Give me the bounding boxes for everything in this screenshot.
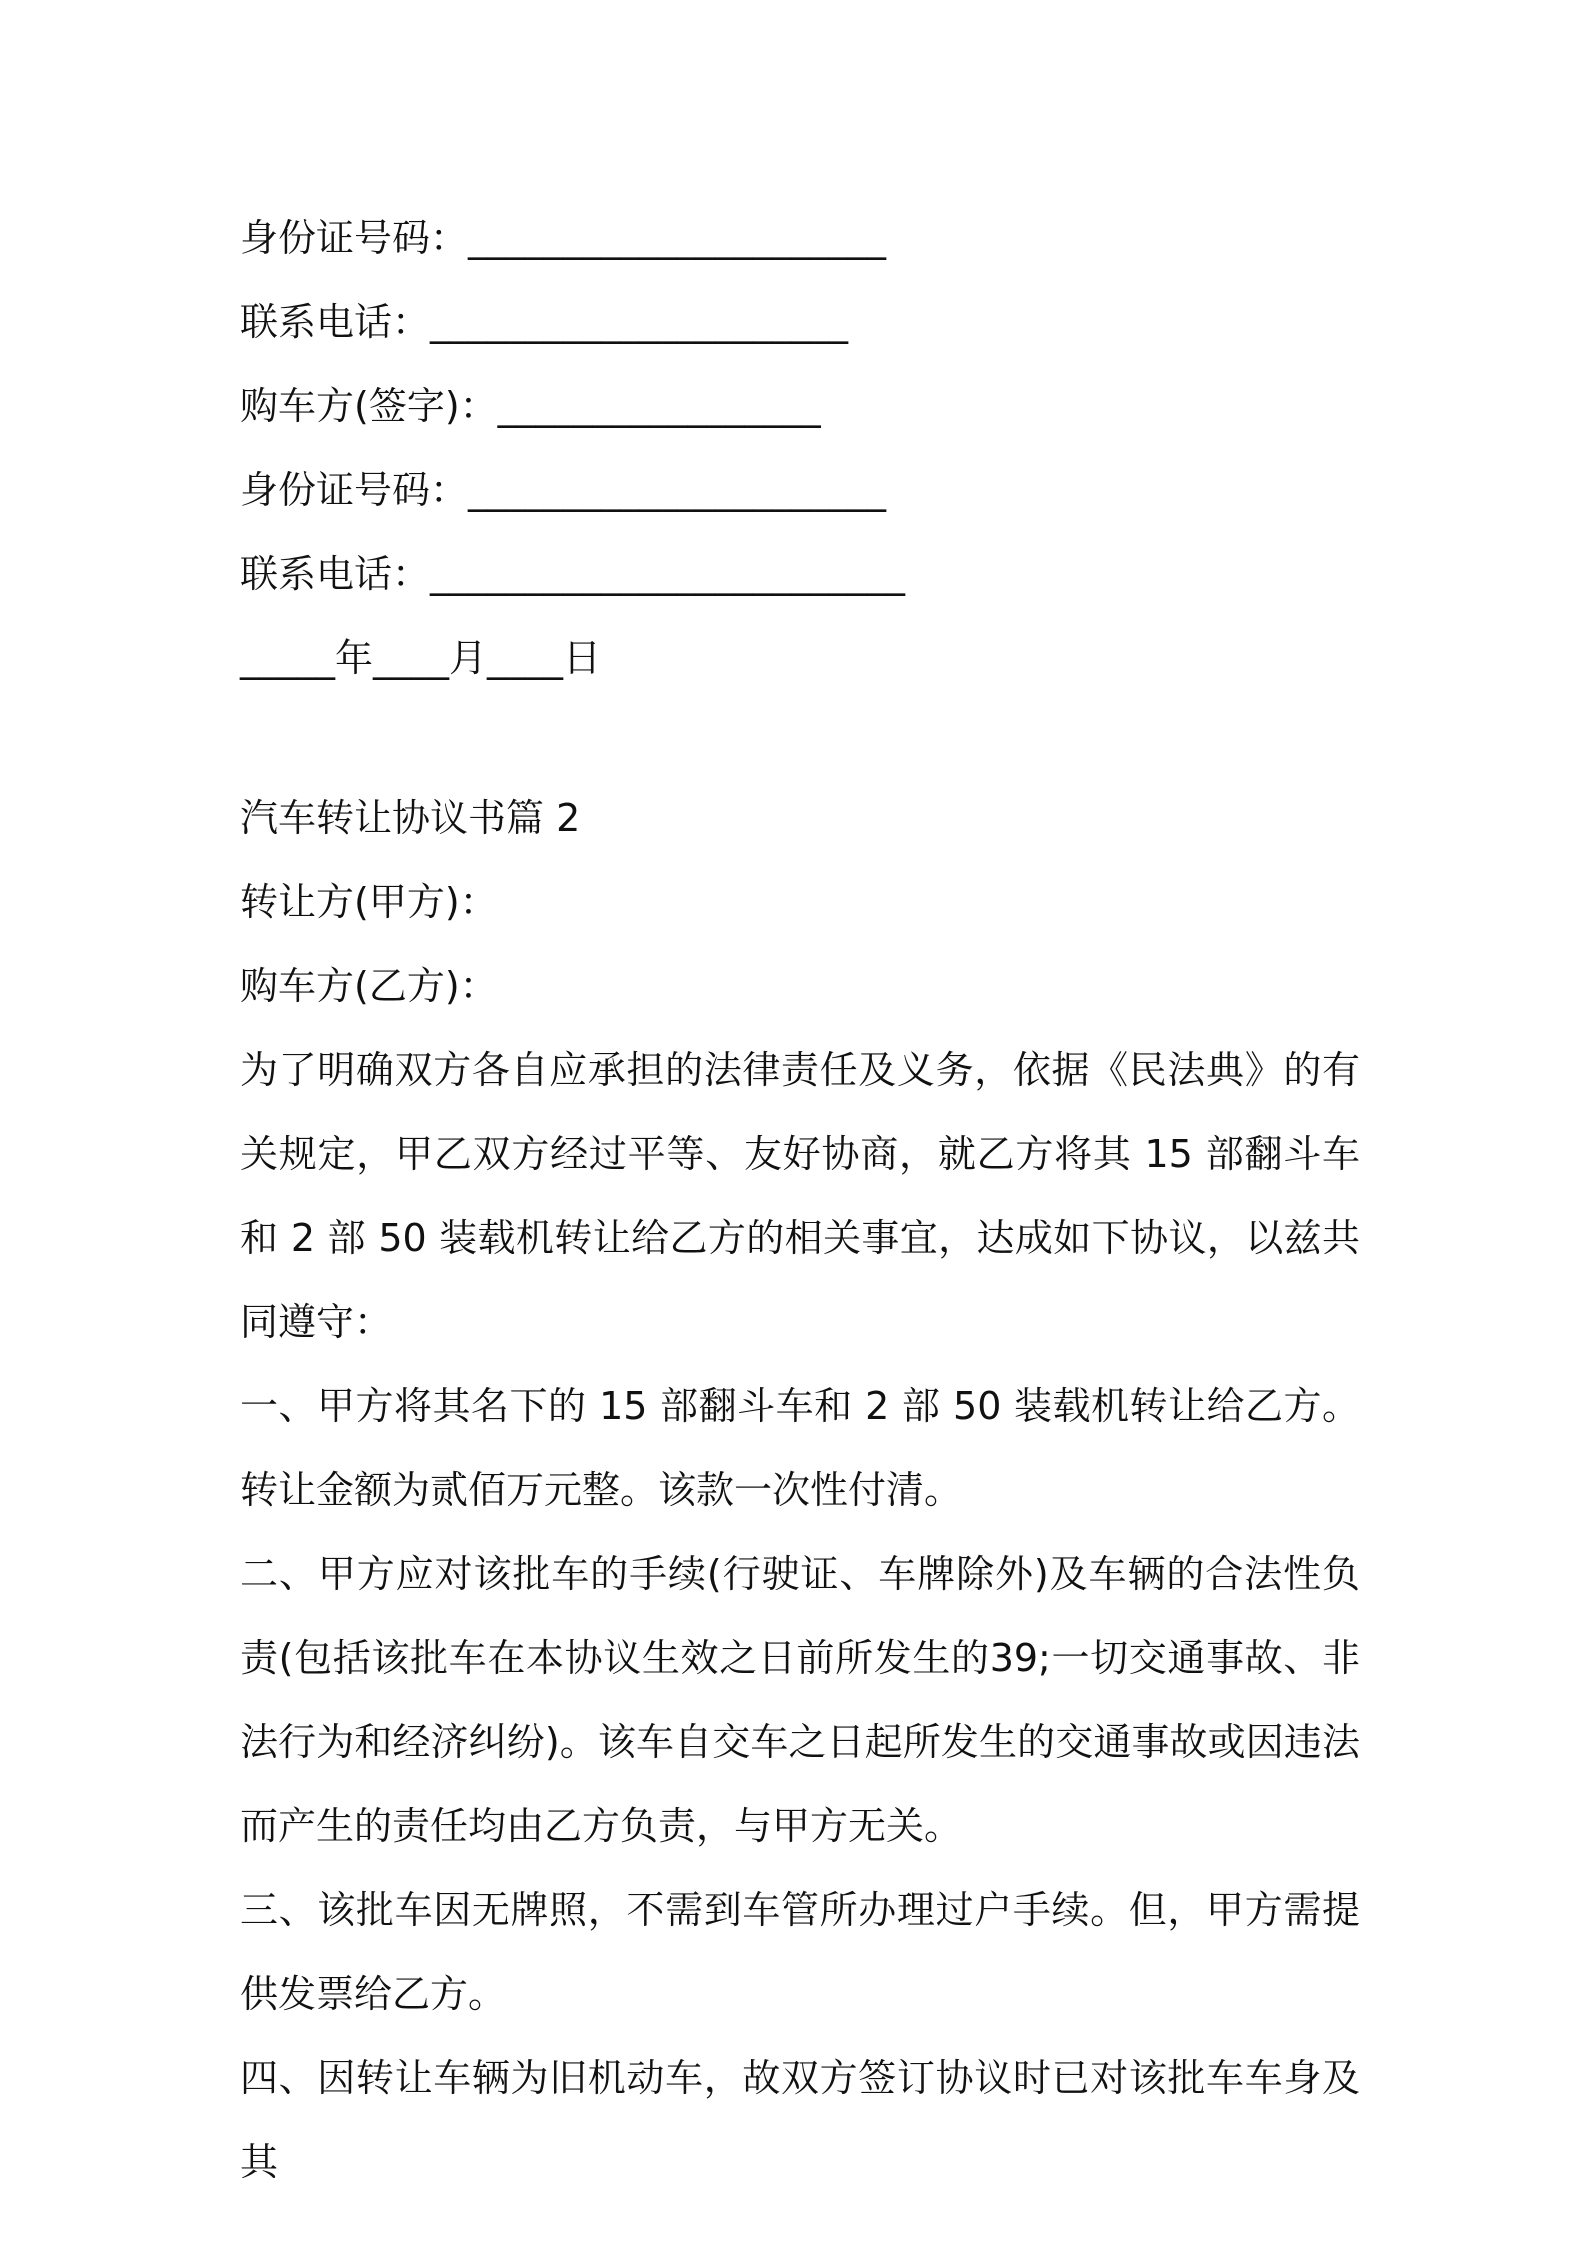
section-title: 汽车转让协议书篇 2 <box>240 796 581 840</box>
transferor-label: 转让方(甲方)： <box>240 880 498 924</box>
clause-4-paragraph: 四、因转让车辆为旧机动车，故双方签订协议时已对该批车车身及其 <box>240 2056 1360 2184</box>
date-line: _____年____月____日 <box>240 636 602 680</box>
document-content <box>240 196 1360 2204</box>
id-number-line-1: 身份证号码：______________________ <box>240 216 887 260</box>
clause-1-paragraph: 一、甲方将其名下的 15 部翻斗车和 2 部 50 装载机转让给乙方。转让金额为贰佰万元整。该款一次性付清。 <box>240 1384 1360 1512</box>
phone-line-2: 联系电话：_________________________ <box>240 552 906 596</box>
id-number-line-2: 身份证号码：______________________ <box>240 468 887 512</box>
clause-3-paragraph: 三、该批车因无牌照，不需到车管所办理过户手续。但，甲方需提供发票给乙方。 <box>240 1888 1360 2016</box>
buyer-signature-line: 购车方(签字)：_________________ <box>240 384 821 428</box>
phone-line-1: 联系电话：______________________ <box>240 300 849 344</box>
buyer-label: 购车方(乙方)： <box>240 964 498 1008</box>
section-gap <box>240 700 1360 776</box>
preamble-paragraph: 为了明确双方各自应承担的法律责任及义务，依据《民法典》的有关规定，甲乙双方经过平等、友好协商，就乙方将其 15 部翻斗车和 2 部 50 装载机转让给乙方的相关事宜，达成如下协议，以兹共同遵守： <box>240 1048 1360 1344</box>
clause-2-paragraph: 二、甲方应对该批车的手续(行驶证、车牌除外)及车辆的合法性负责(包括该批车在本协议生效之日前所发生的39;一切交通事故、非法行为和经济纠纷)。该车自交车之日起所发生的交通事故或因违法而产生的责任均由乙方负责，与甲方无关。 <box>240 1552 1360 1848</box>
